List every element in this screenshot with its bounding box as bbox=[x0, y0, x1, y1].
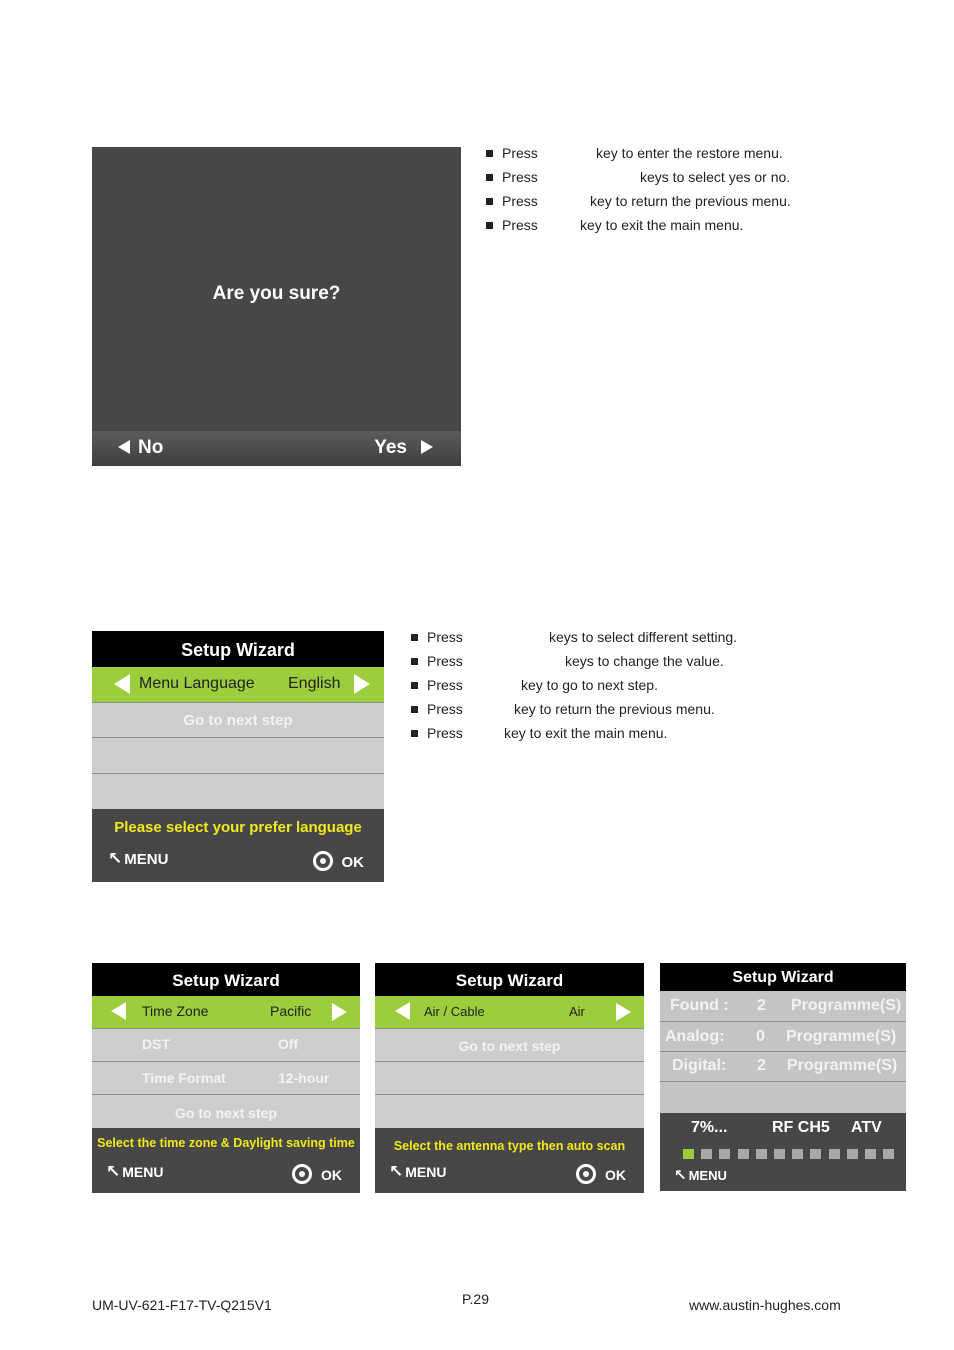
doc-code: UM-UV-621-F17-TV-Q215V1 bbox=[92, 1297, 272, 1313]
instruction-prefix: Press bbox=[427, 725, 463, 741]
right-arrow-icon[interactable] bbox=[616, 1003, 631, 1021]
setup-wizard-scan-panel bbox=[660, 963, 906, 1191]
progress-segment bbox=[719, 1149, 730, 1159]
menu-button[interactable] bbox=[108, 849, 168, 869]
found-row bbox=[660, 991, 906, 1021]
time-format-value: 12-hour bbox=[278, 1070, 330, 1086]
scan-progress-bar bbox=[683, 1149, 897, 1159]
air-cable-row[interactable] bbox=[375, 996, 644, 1028]
right-arrow-icon bbox=[421, 440, 433, 454]
instruction-prefix: Press bbox=[502, 145, 538, 161]
ok-button[interactable] bbox=[576, 1164, 626, 1184]
empty-row bbox=[92, 773, 384, 809]
instruction-prefix: Press bbox=[502, 193, 538, 209]
left-arrow-icon[interactable] bbox=[395, 1002, 410, 1020]
right-arrow-icon[interactable] bbox=[354, 674, 370, 694]
setting-value: Air bbox=[569, 1004, 585, 1019]
yes-button[interactable] bbox=[374, 437, 433, 459]
analog-row bbox=[660, 1021, 906, 1051]
ok-button[interactable] bbox=[292, 1164, 342, 1184]
empty-row bbox=[660, 1081, 906, 1113]
menu-button[interactable] bbox=[106, 1162, 163, 1182]
instruction-item bbox=[411, 651, 761, 671]
instruction-item bbox=[486, 143, 816, 163]
time-format-label: Time Format bbox=[142, 1070, 226, 1086]
wizard-hint: Select the antenna type then auto scan bbox=[393, 1139, 626, 1153]
instruction-text: keys to change the value. bbox=[565, 653, 724, 669]
analog-unit: Programme(S) bbox=[786, 1028, 897, 1045]
progress-segment bbox=[756, 1149, 767, 1159]
progress-segment bbox=[792, 1149, 803, 1159]
next-step-row[interactable]: Go to next step bbox=[375, 1028, 644, 1061]
next-step-row[interactable]: Go to next step bbox=[92, 702, 384, 737]
ok-label: OK bbox=[605, 1167, 626, 1183]
bullet-icon bbox=[486, 222, 493, 229]
dst-row[interactable] bbox=[92, 1028, 360, 1061]
instruction-item bbox=[411, 627, 761, 647]
empty-row bbox=[375, 1094, 644, 1128]
time-zone-row[interactable] bbox=[92, 996, 360, 1028]
confirm-question: Are you sure? bbox=[212, 283, 341, 304]
wizard-hint: Please select your prefer language bbox=[114, 819, 362, 836]
right-arrow-icon[interactable] bbox=[332, 1003, 347, 1021]
scan-channel: RF CH5 bbox=[772, 1119, 830, 1136]
ok-label: OK bbox=[321, 1167, 342, 1183]
analog-count: 0 bbox=[756, 1028, 765, 1045]
menu-label: MENU bbox=[124, 851, 169, 868]
bullet-icon bbox=[411, 682, 418, 689]
digital-label: Digital: bbox=[672, 1057, 727, 1074]
ok-label: OK bbox=[341, 854, 364, 871]
page-number: P.29 bbox=[462, 1291, 489, 1307]
found-count: 2 bbox=[757, 997, 766, 1014]
progress-segment bbox=[810, 1149, 821, 1159]
instruction-text: keys to select yes or no. bbox=[640, 169, 791, 185]
instruction-item bbox=[486, 215, 816, 235]
time-format-row[interactable] bbox=[92, 1061, 360, 1094]
bullet-icon bbox=[411, 706, 418, 713]
back-arrow-icon: ↖ bbox=[108, 849, 123, 868]
digital-row bbox=[660, 1051, 906, 1081]
setting-label: Air / Cable bbox=[424, 1004, 485, 1019]
digital-unit: Programme(S) bbox=[787, 1057, 898, 1074]
dst-label: DST bbox=[142, 1036, 170, 1052]
bullet-icon bbox=[486, 198, 493, 205]
instruction-prefix: Press bbox=[427, 629, 463, 645]
instruction-item bbox=[411, 699, 761, 719]
progress-segment bbox=[774, 1149, 785, 1159]
dst-value: Off bbox=[278, 1036, 299, 1052]
setting-value: Pacific bbox=[270, 1003, 312, 1019]
empty-row bbox=[375, 1061, 644, 1094]
found-unit: Programme(S) bbox=[791, 997, 902, 1014]
digital-count: 2 bbox=[757, 1057, 766, 1074]
wizard-title: Setup Wizard bbox=[92, 631, 384, 667]
scan-percent: 7%... bbox=[691, 1119, 728, 1136]
bullet-icon bbox=[411, 658, 418, 665]
wizard-title: Setup Wizard bbox=[375, 963, 644, 996]
ok-button[interactable] bbox=[313, 851, 365, 871]
instruction-text: key to return the previous menu. bbox=[514, 701, 715, 717]
left-arrow-icon bbox=[118, 440, 130, 454]
found-label: Found : bbox=[670, 997, 729, 1014]
instruction-text: key to exit the main menu. bbox=[504, 725, 668, 741]
bullet-icon bbox=[486, 150, 493, 157]
back-arrow-icon: ↖ bbox=[389, 1162, 404, 1181]
instruction-prefix: Press bbox=[427, 677, 463, 693]
setting-label: Menu Language bbox=[139, 675, 255, 692]
menu-button[interactable] bbox=[389, 1162, 446, 1182]
progress-segment bbox=[883, 1149, 894, 1159]
instruction-item bbox=[486, 167, 816, 187]
wizard-hint: Select the time zone & Daylight saving time bbox=[97, 1136, 355, 1150]
instruction-prefix: Press bbox=[502, 169, 538, 185]
progress-segment bbox=[847, 1149, 858, 1159]
setup-wizard-antenna-panel bbox=[375, 963, 644, 1193]
instruction-text: key to enter the restore menu. bbox=[596, 145, 783, 161]
setup-wizard-language-panel bbox=[92, 631, 384, 882]
wizard-title: Setup Wizard bbox=[660, 963, 906, 991]
instruction-item bbox=[486, 191, 816, 211]
instruction-item bbox=[411, 675, 761, 695]
ok-circle-icon bbox=[313, 851, 333, 871]
progress-segment bbox=[829, 1149, 840, 1159]
restore-confirm-dialog bbox=[92, 147, 461, 466]
bullet-icon bbox=[411, 634, 418, 641]
menu-label: MENU bbox=[405, 1164, 447, 1180]
instruction-text: key to go to next step. bbox=[521, 677, 658, 693]
no-button[interactable] bbox=[118, 437, 163, 459]
website-link[interactable]: www.austin-hughes.com bbox=[689, 1297, 841, 1313]
ok-circle-icon bbox=[576, 1164, 596, 1184]
no-label: No bbox=[138, 437, 164, 458]
instruction-prefix: Press bbox=[427, 701, 463, 717]
progress-segment bbox=[738, 1149, 749, 1159]
analog-label: Analog: bbox=[665, 1028, 725, 1045]
bullet-icon bbox=[486, 174, 493, 181]
bullet-icon bbox=[411, 730, 418, 737]
progress-segment bbox=[701, 1149, 712, 1159]
back-arrow-icon: ↖ bbox=[674, 1167, 687, 1184]
yes-label: Yes bbox=[374, 437, 407, 458]
instruction-prefix: Press bbox=[427, 653, 463, 669]
menu-button[interactable] bbox=[674, 1166, 727, 1184]
menu-label: MENU bbox=[122, 1164, 164, 1180]
instruction-prefix: Press bbox=[502, 217, 538, 233]
empty-row bbox=[92, 737, 384, 773]
setting-value: English bbox=[288, 675, 341, 692]
instruction-text: key to return the previous menu. bbox=[590, 193, 791, 209]
setting-label: Time Zone bbox=[142, 1003, 209, 1019]
dialog-button-bar bbox=[92, 431, 461, 466]
wizard-title: Setup Wizard bbox=[92, 963, 360, 996]
next-step-row[interactable]: Go to next step bbox=[92, 1094, 360, 1128]
left-arrow-icon[interactable] bbox=[111, 1002, 126, 1020]
progress-segment bbox=[683, 1149, 694, 1159]
back-arrow-icon: ↖ bbox=[106, 1162, 121, 1181]
instruction-text: key to exit the main menu. bbox=[580, 217, 744, 233]
left-arrow-icon[interactable] bbox=[114, 674, 130, 694]
ok-circle-icon bbox=[292, 1164, 312, 1184]
instruction-item bbox=[411, 723, 761, 743]
scan-signal-type: ATV bbox=[851, 1119, 882, 1136]
instruction-text: keys to select different setting. bbox=[549, 629, 738, 645]
menu-label: MENU bbox=[688, 1168, 727, 1183]
setup-wizard-time-panel bbox=[92, 963, 360, 1193]
progress-segment bbox=[865, 1149, 876, 1159]
menu-language-row[interactable] bbox=[92, 667, 384, 702]
